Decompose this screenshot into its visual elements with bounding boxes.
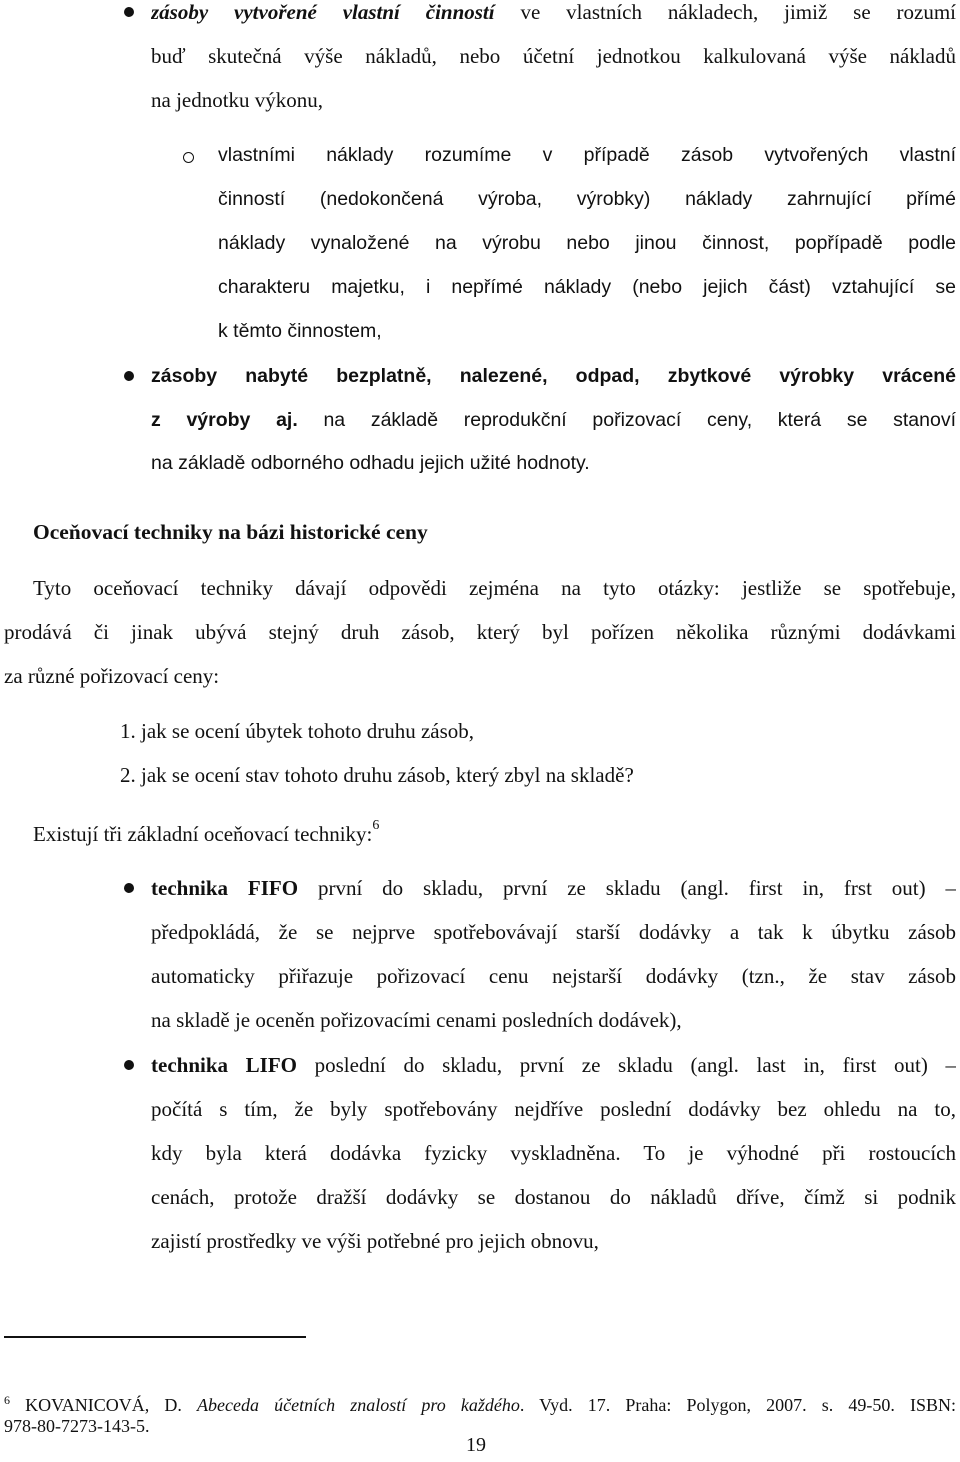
sub-bullet-marker bbox=[183, 152, 194, 163]
footnote-author: KOVANICOVÁ, D. bbox=[25, 1395, 198, 1415]
bullet-marker bbox=[124, 371, 134, 381]
top-bullet-line-3: na jednotku výkonu, bbox=[151, 88, 324, 112]
lifo-lead: technika LIFO bbox=[151, 1053, 297, 1077]
footnote-rest: . Vyd. 17. Praha: Polygon, 2007. s. 49-50. ISBN: bbox=[519, 1395, 956, 1415]
intro-line-2: prodává či jinak ubývá stejný druh zásob, který byl pořízen několika různými dodávkami bbox=[4, 620, 956, 644]
intro-line-1: Tyto oceňovací techniky dávají odpovědi zejména na tyto otázky: jestliže se spotřebuje, bbox=[33, 576, 956, 600]
footnote-title: Abeceda účetních znalostí pro každého bbox=[197, 1395, 520, 1415]
lifo-line-5: zajistí prostředky ve výši potřebné pro jejich obnovu, bbox=[151, 1229, 599, 1253]
footnote-line-1 bbox=[4, 1385, 956, 1415]
footnote-separator bbox=[4, 1336, 306, 1338]
fifo-line-2: předpokládá, že se nejprve spotřebovávají starší dodávky a tak k úbytku zásob bbox=[151, 920, 956, 944]
bullet-marker bbox=[124, 883, 134, 893]
second-bullet-rest: na základě reprodukční pořizovací ceny, která se stanoví bbox=[297, 409, 956, 431]
fifo-line-1 bbox=[151, 866, 956, 910]
top-bullet-line-2: buď skutečná výše nákladů, nebo účetní jednotkou kalkulovaná výše nákladů bbox=[151, 44, 956, 68]
sub-bullet-line-2: činností (nedokončená výroba, výrobky) náklady zahrnující přímé bbox=[218, 188, 956, 210]
fifo-line-4: na skladě je oceněn pořizovacími cenami posledních dodávek), bbox=[151, 1008, 682, 1032]
second-bullet-line-1: zásoby nabyté bezplatně, nalezené, odpad, zbytkové výrobky vrácené bbox=[151, 365, 956, 387]
footnote-number: 6 bbox=[4, 1393, 10, 1407]
page-number: 19 bbox=[466, 1434, 486, 1456]
sub-bullet-line-5: k těmto činnostem, bbox=[218, 320, 382, 342]
fifo-l1-rest: první do skladu, první ze skladu (angl. first in, frst out) – bbox=[298, 876, 956, 900]
footnote-line-2: 978-80-7273-143-5. bbox=[4, 1416, 150, 1436]
top-bullet-l1-rest: ve vlastních nákladech, jimiž se rozumí bbox=[494, 0, 956, 24]
techniques-intro bbox=[33, 808, 379, 856]
fifo-lead: technika FIFO bbox=[151, 876, 299, 900]
second-bullet-bold: z výroby aj. bbox=[151, 409, 298, 431]
second-bullet-line-3: na základě odborného odhadu jejich užité hodnoty. bbox=[151, 452, 590, 474]
footnote-ref: 6 bbox=[372, 818, 380, 833]
techniques-intro-text: Existují tři základní oceňovací techniky: bbox=[33, 822, 373, 846]
sub-bullet-line-1: vlastními náklady rozumíme v případě zásob vytvořených vlastní bbox=[218, 144, 956, 166]
intro-line-3: za různé pořizovací ceny: bbox=[4, 664, 220, 688]
question-1: 1. jak se ocení úbytek tohoto druhu zásob, bbox=[120, 719, 475, 743]
top-bullet-lead: zásoby vytvořené vlastní činností bbox=[151, 0, 495, 24]
top-bullet-line-1 bbox=[151, 0, 956, 34]
sub-bullet-line-3: náklady vynaložené na výrobu nebo jinou činnost, popřípadě podle bbox=[218, 232, 956, 254]
lifo-line-3: kdy byla která dodávka fyzicky vyskladněna. To je výhodné při rostoucích bbox=[151, 1141, 956, 1165]
second-bullet-line-2 bbox=[151, 398, 956, 442]
sub-bullet-line-4: charakteru majetku, i nepřímé náklady (nebo jejich část) vztahující se bbox=[218, 276, 956, 298]
question-2: 2. jak se ocení stav tohoto druhu zásob, který zbyl na skladě? bbox=[120, 763, 634, 787]
section-heading: Oceňovací techniky na bázi historické ceny bbox=[33, 520, 428, 544]
lifo-line-2: počítá s tím, že byly spotřebovány nejdříve poslední dodávky bez ohledu na to, bbox=[151, 1097, 956, 1121]
bullet-marker bbox=[124, 1060, 134, 1070]
lifo-l1-rest: poslední do skladu, první ze skladu (angl. last in, first out) – bbox=[297, 1053, 956, 1077]
fifo-line-3: automaticky přiřazuje pořizovací cenu nejstarší dodávky (tzn., že stav zásob bbox=[151, 964, 956, 988]
lifo-line-1 bbox=[151, 1043, 956, 1087]
lifo-line-4: cenách, protože dražší dodávky se dostanou do nákladů dříve, čímž si podnik bbox=[151, 1185, 956, 1209]
bullet-marker bbox=[124, 7, 134, 17]
